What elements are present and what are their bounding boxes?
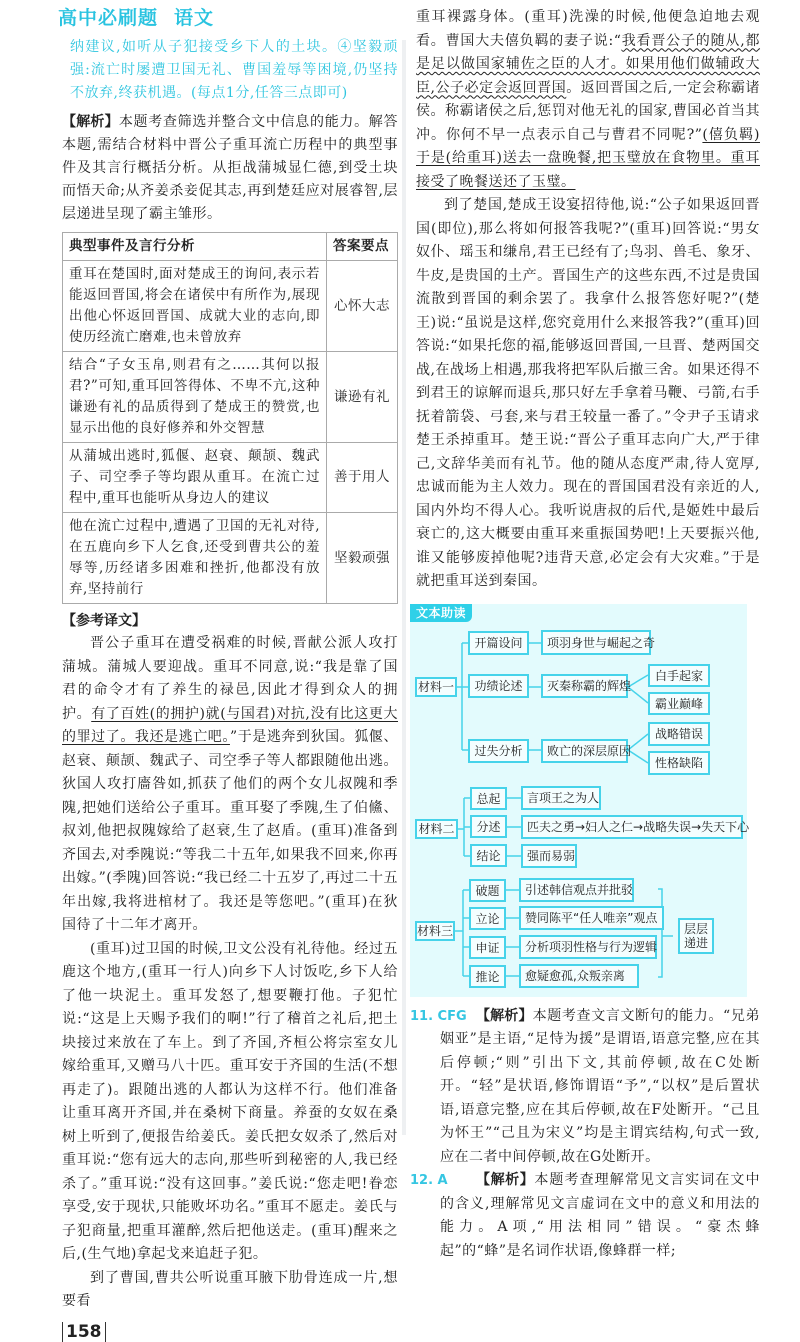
flow-box: 战略错误 (648, 722, 710, 746)
analysis-text: 本题考查理解常见文言实词在文中的含义,理解常见文言虚词在文中的意义和用法的能力。A项,“用法相同”错误。“豪杰蜂起”的“蜂”是名词作状语,像蜂群一样; (440, 1172, 761, 1259)
table-header: 典型事件及言行分析 (63, 233, 327, 261)
flow-box: 开篇设问 (468, 631, 529, 655)
analysis-tag: 【解析】 (62, 114, 119, 130)
translation-paragraph (62, 632, 398, 938)
flow-box: 白手起家 (648, 664, 710, 687)
q11-answer (410, 1005, 760, 1170)
analysis-tag: 【解析】 (476, 1007, 533, 1024)
translation-paragraph (416, 6, 760, 194)
flow-box: 败亡的深层原因 (541, 739, 628, 763)
analysis-paragraph (62, 111, 398, 226)
text-segment: ”于是逃奔到狄国。狐偃、赵衰、颠颉、魏武子、司空季子等人都跟随他出逃。狄国人攻打廧咎如,抓获了他们的两个女儿叔隗和季隗,把她们送给公子重耳。重耳娶了季隗,生了伯鯈、叔刘,他把叔隗嫁给了赵衰,生了赵盾。(重耳)准备到齐国去,对季隗说:“等我二十五年,如果我不回来,你再出嫁。”(季隗)回答说:“我已经二十五岁了,再过二十五年出嫁,我将进棺材了。我还是等您吧。”(重耳)在狄国待了十二年才离开。 (62, 729, 398, 933)
table-row (63, 352, 398, 443)
flow-box: 破题 (469, 879, 506, 902)
wavy-underlined-segment: 我看晋公子的随从,都是足以做国家辅佐之臣的人才。如果用他们做辅政大臣,公子必定会返回晋国 (416, 32, 761, 96)
flow-box: 分析项羽性格与行为逻辑 (519, 935, 657, 959)
flow-box: 功绩论述 (468, 674, 529, 698)
analysis-text: 本题考查筛选并整合文中信息的能力。解答本题,需结合材料中晋公子重耳流亡历程中的典型事件及其言行概括分析。从拒战蒲城显仁德,到受土块而悟天命;从齐姜杀妾促其志,再到楚廷应对展睿智,层层递进呈现了霸主雏形。 (62, 114, 399, 222)
flow-box: 言项王之为人 (521, 786, 601, 810)
reading-guide-flowchart (410, 604, 750, 997)
flow-box: 总起 (470, 787, 507, 810)
left-column (62, 36, 398, 1342)
material-two-box: 材料二 (415, 819, 458, 839)
flow-box: 愈疑愈孤,众叛亲离 (519, 964, 639, 988)
flow-box: 分述 (470, 815, 507, 838)
material-one-box: 材料一 (415, 677, 457, 697)
table-cell-desc: 他在流亡过程中,遭遇了卫国的无礼对待,在五鹿向乡下人乞食,还受到曹共公的羞辱等,历经诸多困难和挫折,他都没有放弃,坚持前行 (63, 513, 327, 604)
text-segment: 晋公子重耳在遭受祸难的时候,晋献公派人攻打蒲城。蒲城人要迎战。重耳不同意,说:“我是靠了国君的命令才有了养生的禄邑,因此才得到众人的拥护。 (62, 635, 398, 722)
page-header (58, 6, 214, 30)
table-cell-key: 谦逊有礼 (327, 352, 398, 443)
book-title: 高中必刷题 (58, 7, 159, 29)
flow-box: 灭秦称霸的辉煌 (541, 674, 628, 698)
q12-analysis (440, 1169, 760, 1263)
flow-box: 过失分析 (468, 739, 529, 763)
flow-box: 匹夫之勇→妇人之仁→战略失误→失天下心 (521, 815, 743, 839)
reading-guide-tag: 文本助读 (410, 604, 472, 622)
column-divider (402, 40, 406, 1135)
table-cell-desc: 从蒲城出逃时,狐偃、赵衰、颠颉、魏武子、司空季子等均跟从重耳。在流亡过程中,重耳也能听从身边人的建议 (63, 443, 327, 513)
analysis-table (62, 232, 398, 604)
translation-paragraph: (重耳)过卫国的时候,卫文公没有礼待他。经过五鹿这个地方,(重耳一行人)向乡下人讨饭吃,乡下人给了他一块泥土。重耳发怒了,想要鞭打他。子犯忙说:“这是上天赐予我们的啊!”行了稽首之礼后,把土块接过来放在了车上。到了齐国,齐桓公将宗室女儿嫁给重耳,又赠马八十匹。重耳安于齐国的生活(不想再走了)。跟随出逃的人都认为这样不行。他们准备让重耳离开齐国,并在桑树下商量。养蚕的女奴在桑树上听到了,便报告给姜氏。姜氏把女奴杀了,然后对重耳说:“您有远大的志向,那些听到秘密的人,我已经杀了。”重耳说:“没有这回事。”姜氏说:“您走吧!眷恋享受,安于现状,只能败坏功名。”重耳不愿走。姜氏与子犯商量,把重耳灌醉,然后把他送走。(重耳)醒来之后,(生气地)拿起戈来追赶子犯。 (62, 940, 398, 1262)
table-cell-key: 心怀大志 (327, 261, 398, 352)
question-number: 12. A (410, 1173, 448, 1188)
flow-box: 引述韩信观点并批驳 (519, 878, 634, 902)
translation-right (416, 6, 760, 594)
table-header: 答案要点 (327, 233, 398, 261)
analysis-tag: 【解析】 (476, 1172, 535, 1188)
question-number: 11. CFG (410, 1008, 467, 1024)
text-segment: 重耳裸露身体。(重耳)洗澡的时候,他便急迫地去观看。曹国大夫僖负羁的妻子说:“ (416, 9, 760, 49)
q12-answer (410, 1169, 761, 1263)
subject-title: 语文 (174, 7, 215, 29)
table-row (63, 443, 398, 513)
table-cell-desc: 重耳在楚国时,面对楚成王的询问,表示若能返回晋国,将会在诸侯中有所作为,展现出他心怀返回晋国、成就大业的志向,即使历经流亡磨难,也未曾放弃 (63, 261, 327, 352)
table-cell-key: 坚毅顽强 (327, 513, 398, 604)
translation-paragraph: 到了曹国,曹共公听说重耳腋下肋骨连成一片,想要看 (62, 1269, 398, 1309)
underlined-segment: (僖负羁)于是(给重耳)送去一盘晚餐,把玉璧放在食物里。重耳接受了晚餐送还了玉璧。 (416, 126, 760, 190)
page-number: 158 (62, 1322, 106, 1342)
flow-box: 项羽身世与崛起之奇 (541, 630, 651, 655)
underlined-segment: 有了百姓(的拥护)就(与国君)对抗,没有比这更大的罪过了。我还是逃亡吧。 (62, 705, 399, 745)
right-column (410, 6, 761, 1263)
flow-box: 霸业巅峰 (648, 692, 710, 715)
table-header-row (63, 233, 398, 261)
table-row (63, 261, 398, 352)
material-three-box: 材料三 (415, 921, 455, 941)
flow-box: 结论 (470, 844, 507, 867)
table-row (63, 513, 398, 604)
answer-continuation: 纳建议,如听从子犯接受乡下人的土块。④坚毅顽强:流亡时屡遭卫国无礼、曹国羞辱等困境,仍坚持不放弃,终获机遇。(每点1分,任答三点即可) (70, 39, 398, 101)
flow-box: 性格缺陷 (648, 751, 710, 775)
flow-box: 强而易弱 (521, 844, 577, 868)
q11-analysis (440, 1005, 760, 1170)
flow-box: 推论 (469, 965, 506, 988)
translation-left (62, 632, 398, 1314)
translation-paragraph: 到了楚国,楚成王设宴招待他,说:“公子如果返回晋国(即位),那么将如何报答我呢?”(重耳)回答说:“男女奴仆、瑶玉和缣帛,君王已经有了;鸟羽、兽毛、象牙、牛皮,是贵国的土产。晋国生产的这些东西,不过是贵国流散到晋国的剩余罢了。我拿什么报答您好呢?”(楚王)说:“虽说是这样,您究竟用什么来报答我?”(重耳)回答说:“如果托您的福,能够返回晋国,一旦晋、楚两国交战,在战场上相遇,那我将把军队后撤三舍。如果还得不到君王的谅解而退兵,那只好左手拿着马鞭、弓箭,右手抚着箭袋、弓套,来与君王较量一番了。”令尹子玉请求楚王杀掉重耳。楚王说:“晋公子重耳志向广大,严于律己,文辞华美而有礼节。他的随从态度严肃,待人宽厚,忠诚而能为主人效力。现在的晋国国君没有亲近的人,国内外均不得人心。我听说唐叔的后代,是姬姓中最后衰亡的,这大概要由重耳来重振国势吧!上天要振兴他,谁又能够废掉他呢?违背天意,必定会有大灾难。”于是就把重耳送到秦国。 (416, 197, 760, 589)
text-segment: 。返回晋国之后,一定会称霸诸侯。称霸诸侯之后,惩罚对他无礼的国家,曹国必首当其冲。你何不早一点表示自己与曹君不同呢?” (416, 79, 761, 143)
summary-box: 层层递进 (678, 918, 714, 954)
flow-box: 申证 (469, 936, 506, 959)
analysis-text: 本题考查文言文断句的能力。“兄弟姻亚”是主语,“足恃为援”是谓语,语意完整,应在其后停顿;“则”引出下文,其前停顿,故在C处断开。“轻”是状语,修饰谓语“予”,“以权”是后置状语,语意完整,应在其后停顿,故在F处断开。“己且为怀王”“己且为宋义”均是主谓宾结构,句式一致,应在二者中间停顿,故在G处断开。 (440, 1007, 760, 1165)
flow-box: 立论 (469, 907, 506, 930)
translation-heading: 【参考译文】 (62, 613, 146, 629)
table-cell-desc: 结合“子女玉帛,则君有之……其何以报君?”可知,重耳回答得体、不卑不亢,这种谦逊有礼的品质得到了楚成王的赞赏,也显示出他的良好修养和外交智慧 (63, 352, 327, 443)
flow-box: 赞同陈平“任人唯亲”观点 (519, 906, 664, 930)
table-cell-key: 善于用人 (327, 443, 398, 513)
